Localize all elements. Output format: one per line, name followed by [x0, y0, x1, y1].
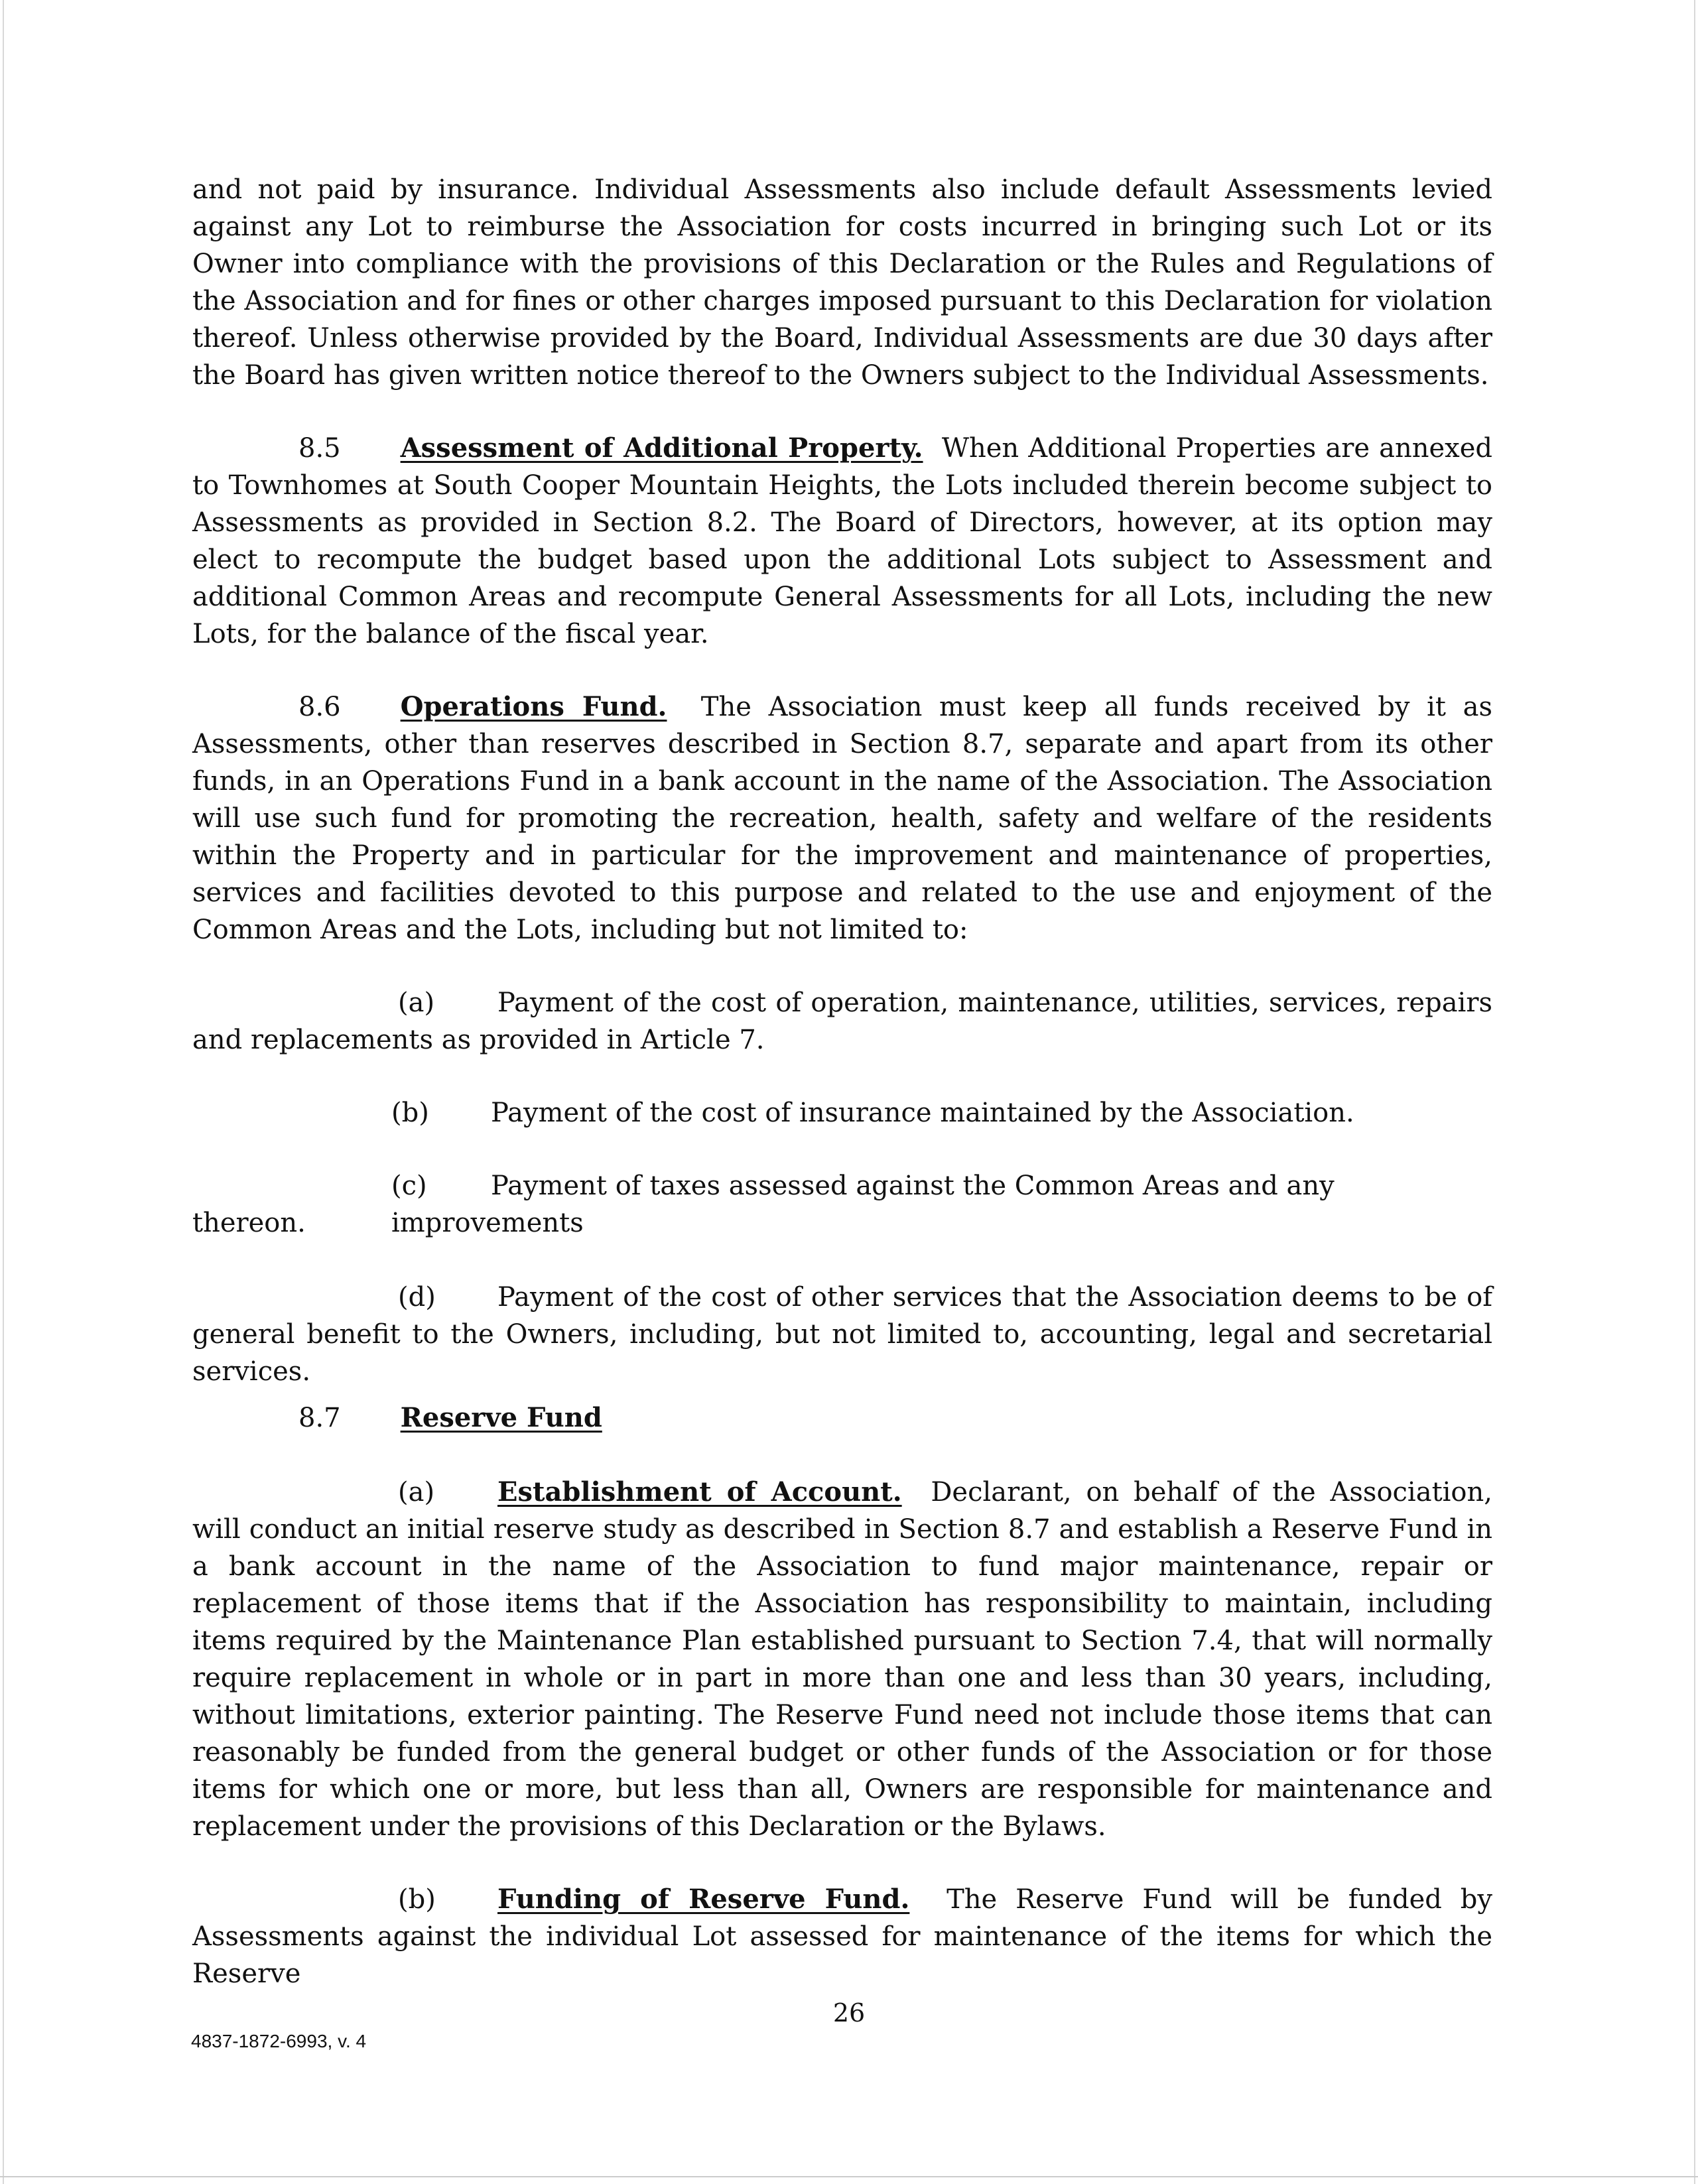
- section-8-6: [192, 688, 1492, 948]
- item-d-label: (d): [398, 1282, 436, 1313]
- sub-a-label: (a): [398, 1477, 435, 1508]
- item-c-text: Payment of taxes assessed against the Common Areas and any improvements: [391, 1171, 1335, 1238]
- section-8-7-heading: Reserve Fund: [400, 1402, 602, 1433]
- section-8-6-text: The Association must keep all funds received by it as Assessments, other than reserves described in Section 8.7, separate and apart from its other funds, in an Operations Fund in a bank account in the name of the Association. The Association will use such fund for promoting the recreation, health, safety and welfare of the residents within the Property and in particular for the improvement and maintenance of properties, services and facilities devoted to this purpose and related to the use and enjoyment of the Common Areas and the Lots, including but not limited to:: [192, 692, 1492, 945]
- scan-edge-left: [3, 0, 4, 2184]
- section-8-6-item-a: [192, 984, 1492, 1059]
- item-a-label: (a): [398, 988, 435, 1018]
- item-c-label: (c): [391, 1171, 427, 1201]
- item-a-text: Payment of the cost of operation, maintenance, utilities, services, repairs and replacements as provided in Article 7.: [192, 988, 1492, 1055]
- section-8-5: [192, 430, 1492, 653]
- section-8-7-sub-a: [192, 1474, 1492, 1845]
- item-d-text: Payment of the cost of other services that the Association deems to be of general benefit to the Owners, including, but not limited to, accounting, legal and secretarial services.: [192, 1282, 1492, 1387]
- section-8-6-number: 8.6: [298, 692, 341, 722]
- sub-b-text: The Reserve Fund will be funded by Assessments against the individual Lot assessed for maintenance of the items for which the Reserve: [192, 1884, 1492, 1989]
- section-8-5-text: When Additional Properties are annexed to Townhomes at South Cooper Mountain Heights, the Lots included therein become subject to Assessments as provided in Section 8.2. The Board of Directors, however, at its option may elect to recompute the budget based upon the additional Lots subject to Assessment and additional Common Areas and recompute General Assessments for all Lots, including the new Lots, for the balance of the fiscal year.: [192, 433, 1493, 649]
- scan-edge-bottom: [0, 2176, 1698, 2177]
- section-8-5-number: 8.5: [298, 433, 341, 464]
- section-8-7: [192, 1399, 1492, 1437]
- sub-b-heading: Funding of Reserve Fund.: [497, 1884, 910, 1915]
- item-b-text: Payment of the cost of insurance maintained by the Association.: [491, 1098, 1354, 1128]
- section-8-6-item-b: [391, 1094, 1492, 1131]
- section-8-7-number: 8.7: [298, 1403, 341, 1433]
- section-8-6-item-d: [192, 1279, 1492, 1390]
- section-8-5-heading: Assessment of Additional Property.: [400, 432, 923, 464]
- sub-b-label: (b): [398, 1884, 436, 1915]
- page-number: 26: [832, 1998, 866, 2027]
- section-8-7-sub-b: [192, 1881, 1492, 1992]
- sub-a-heading: Establishment of Account.: [497, 1476, 902, 1508]
- sub-a-text: Declarant, on behalf of the Association, will conduct an initial reserve study as described in Section 8.7 and establish a Reserve Fund in a bank account in the name of the Association to fund major maintenance, repair or replacement of those items that if the Association has responsibility to maintain, including items required by the Maintenance Plan established pursuant to Section 7.4, that will normally require replacement in whole or in part in more than one and less than 30 years, including, without limitations, exterior painting. The Reserve Fund need not include those items that can reasonably be funded from the general budget or other funds of the Association or for those items for which one or more, but less than all, Owners are responsible for maintenance and replacement under the provisions of this Declaration or the Bylaws.: [192, 1477, 1492, 1842]
- scan-edge-right: [1694, 0, 1695, 2184]
- document-id: 4837-1872-6993, v. 4: [191, 2031, 367, 2051]
- opening-paragraph: and not paid by insurance. Individual Assessments also include default Assessments levied against any Lot to reimburse the Association for costs incurred in bringing such Lot or its Owner into compliance with the provisions of this Declaration or the Rules and Regulations of the Association and for fines or other charges imposed pursuant to this Declaration for violation thereof. Unless otherwise provided by the Board, Individual Assessments are due 30 days after the Board has given written notice thereof to the Owners subject to the Individual Assessments.: [192, 174, 1492, 391]
- section-8-6-heading: Operations Fund.: [400, 691, 667, 722]
- item-c-continuation: thereon.: [192, 1208, 306, 1238]
- item-b-label: (b): [391, 1098, 429, 1128]
